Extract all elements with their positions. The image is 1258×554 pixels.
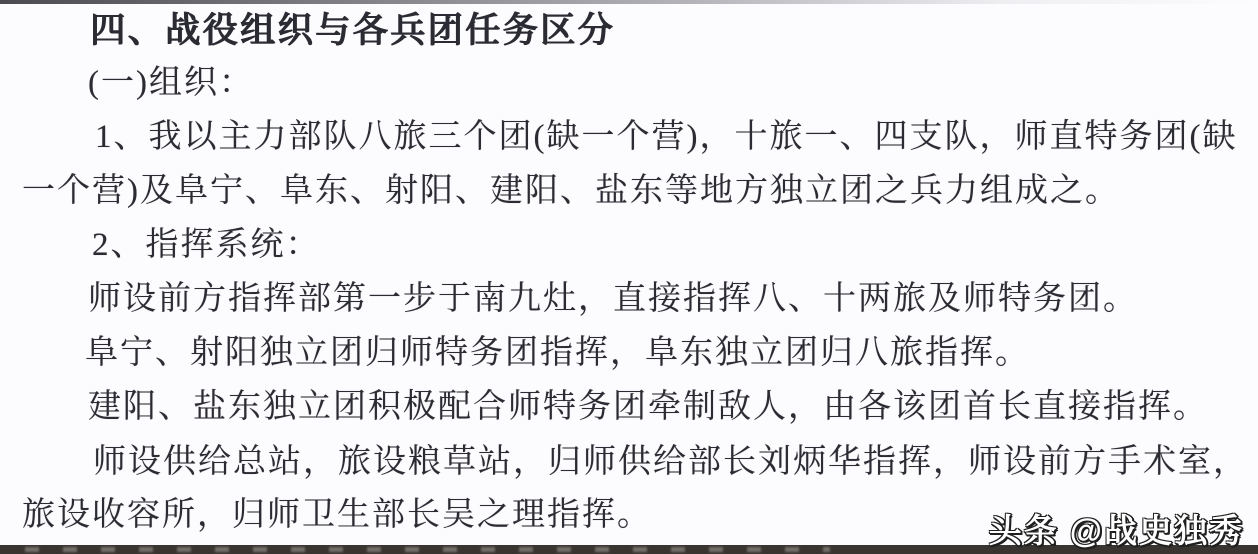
text-line: 一个营)及阜宁、阜东、射阳、建阳、盐东等地方独立团之兵力组成之。 [22, 173, 1120, 209]
text-line: 2、指挥系统： [92, 227, 321, 263]
text-line: 师设供给总站，旅设粮草站，归师供给部长刘炳华指挥，师设前方手术室， [93, 444, 1248, 480]
document-heading: 四、战役组织与各兵团任务区分 [90, 11, 616, 50]
text-line: 建阳、盐东独立团积极配合师特务团牵制敌人，由各该团首长直接指挥。 [88, 389, 1208, 425]
section-label: (一)组织： [88, 65, 254, 101]
watermark: 头条 @战史独秀 [988, 512, 1244, 549]
cut-off-text-smudge [25, 547, 830, 552]
scan-top-edge [0, 0, 1258, 4]
text-line: 旅设收容所，归师卫生部长吴之理指挥。 [22, 497, 652, 533]
text-line: 1、我以主力部队八旅三个团(缺一个营)，十旅一、四支队，师直特务团(缺 [95, 119, 1238, 155]
text-line: 师设前方指挥部第一步于南九灶，直接指挥八、十两旅及师特务团。 [88, 281, 1138, 317]
text-line: 阜宁、射阳独立团归师特务团指挥，阜东独立团归八旅指挥。 [85, 335, 1030, 371]
